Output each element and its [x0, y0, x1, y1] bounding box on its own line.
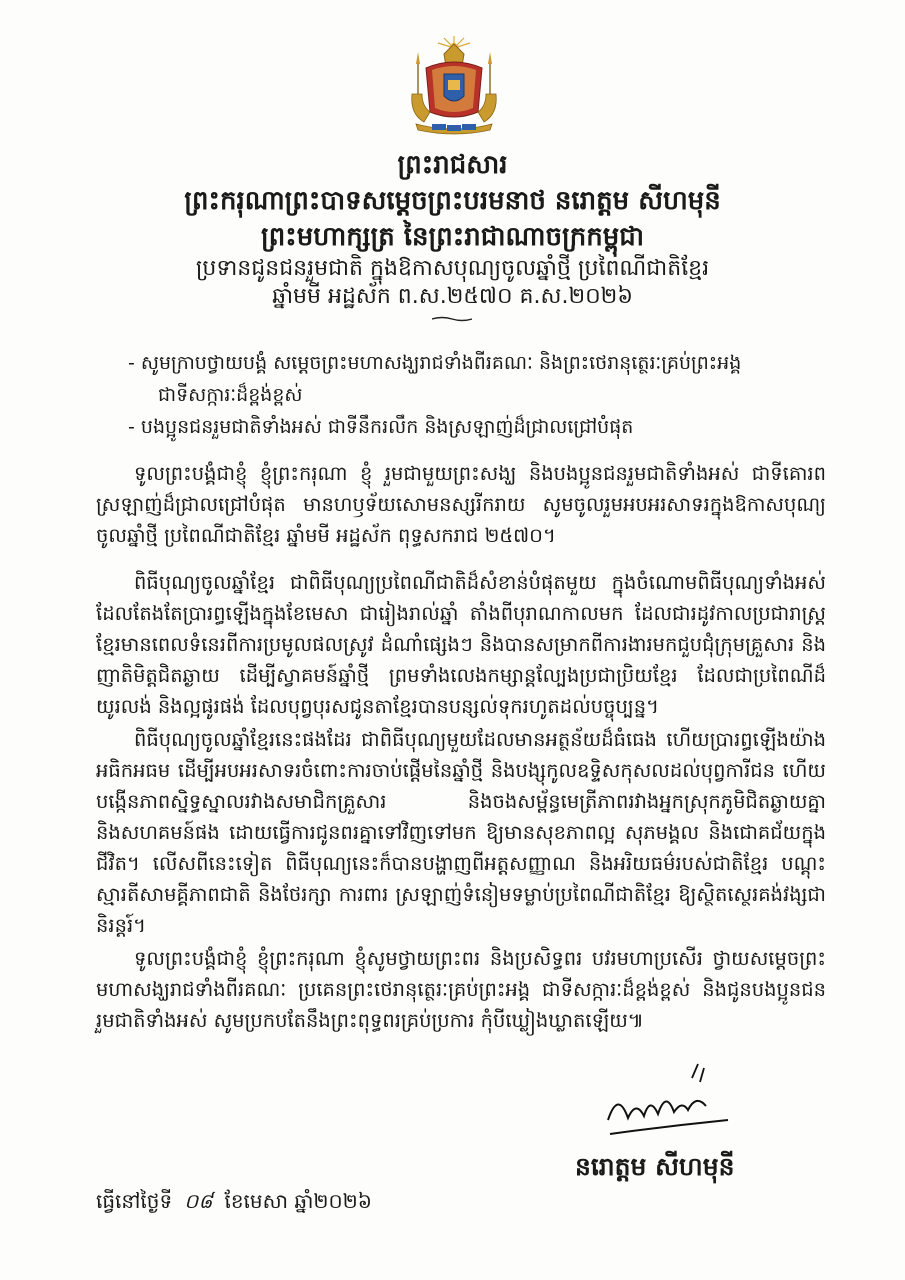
handwritten-signature-icon	[588, 1060, 738, 1142]
signer-name: នរោត្តម សីហមុនី	[575, 1152, 735, 1181]
salutation-monks-cont: ជាទីសក្ការៈដ៏ខ្ពង់ខ្ពស់	[158, 384, 303, 406]
salutation-compatriots: - បងប្អូនជនរួមជាតិទាំងអស់ ជាទីនឹករលឹក និងស្រឡាញ់ដ៏ជ្រាលជ្រៅបំផុត	[128, 416, 634, 438]
date-prefix: ធ្វើនៅថ្ងៃទី	[96, 1189, 173, 1213]
year-subtitle: ឆ្នាំមមី អដ្ឋស័ក ព.ស.២៥៧០ គ.ស.២០២៦	[272, 284, 633, 309]
date-day: ០៨	[184, 1189, 213, 1213]
date-month-year: ខែមេសា ឆ្នាំ២០២៦	[224, 1189, 372, 1213]
salutation-list	[128, 348, 818, 444]
paragraph-greeting: ទូលព្រះបង្គំជាខ្ញុំ ខ្ញុំព្រះករុណា ខ្ញុំ រួមជាមួយព្រះសង្ឃ និងបងប្អូនជនរួមជាតិទាំងអស់ ជាទីគោរពស្រឡាញ់ដ៏ជ្រាលជ្រៅបំផុត មានហឫទ័យសោមនស្សរីករាយ សូមចូលរួមអបអរសាទរក្នុងឱកាសបុណ្យចូលឆ្នាំថ្មី ប្រពៃណីជាតិខ្មែរ ឆ្នាំមមី អដ្ឋស័ក ពុទ្ធសករាជ ២៥៧០។	[96, 462, 826, 547]
king-title: ព្រះករុណាព្រះបាទសម្តេចព្រះបរមនាថ នរោត្តម សីហមុនី	[184, 186, 721, 216]
paragraph-meaning: ពិធីបុណ្យចូលឆ្នាំខ្មែរនេះផងដែរ ជាពិធីបុណ្យមួយដែលមានអត្ថន័យដ៏ធំធេង ហើយប្រារព្ធឡើងយ៉ាងអធិកអធម ដើម្បីអបអរសាទរចំពោះការចាប់ផ្តើមនៃឆ្នាំថ្មី និងបង្សុកូលឧទ្ទិសកុសលដល់បុព្វការីជន ហើយបង្កើនភាពស្និទ្ធស្នាលរវាងសមាជិកគ្រួសារ និងចងសម្ព័ន្ធមេត្រីភាពរវាងអ្នកស្រុកភូមិជិតឆ្ងាយគ្នា និងសហគមន៍ផង ដោយធ្វើការជូនពរគ្នាទៅវិញទៅមក ឱ្យមានសុខភាពល្អ សុភមង្គល និងជោគជ័យក្នុងជីវិត។ លើសពីនេះទៀត ពិធីបុណ្យនេះក៏បានបង្ហាញពីអត្តសញ្ញាណ និងអរិយធម៌របស់ជាតិខ្មែរ បណ្តុះស្មារតីសាមគ្គីភាពជាតិ និងថែរក្សា ការពារ ស្រឡាញ់ទំនៀមទម្លាប់ប្រពៃណីជាតិខ្មែរ ឱ្យស្ថិតស្ថេរគង់វង្សជានិរន្តរ៍។	[96, 728, 826, 937]
salutation-monks: - សូមក្រាបថ្វាយបង្គំ សម្តេចព្រះមហាសង្ឃរាជទាំងពីរគណៈ និងព្រះថេរានុត្ថេរៈគ្រប់ព្រះអង្គ	[128, 352, 742, 374]
paragraph-blessing: ទូលព្រះបង្គំជាខ្ញុំ ខ្ញុំព្រះករុណា ខ្ញុំសូមថ្វាយព្រះពរ និងប្រសិទ្ធពរ បវរមហាប្រសើរ ថ្វាយសម្តេចព្រះមហាសង្ឃរាជទាំងពីរគណៈ ប្រគេនព្រះថេរានុត្ថេរៈគ្រប់ព្រះអង្គ ជាទីសក្ការៈដ៏ខ្ពង់ខ្ពស់ និងជូនបងប្អូនជនរួមជាតិទាំងអស់ សូមប្រកបតែនឹងព្រះពុទ្ធពរគ្រប់ប្រការ កុំបីឃ្លៀងឃ្លាតឡើយ៕	[96, 947, 826, 1032]
date-line	[96, 1186, 696, 1216]
kingdom-title: ព្រះមហាក្សត្រ នៃព្រះរាជាណាចក្រកម្ពុជា	[261, 222, 644, 252]
document-title: ព្រះរាជសារ	[397, 150, 508, 180]
occasion-subtitle: ប្រទានជូនជនរួមជាតិ ក្នុងឱកាសបុណ្យចូលឆ្នាំថ្មី ប្រពៃណីជាតិខ្មែរ	[195, 256, 710, 281]
paragraph-tradition: ពិធីបុណ្យចូលឆ្នាំខ្មែរ ជាពិធីបុណ្យប្រពៃណីជាតិដ៏សំខាន់បំផុតមួយ ក្នុងចំណោមពិធីបុណ្យទាំងអស់ ដែលតែងតែប្រារព្ធឡើងក្នុងខែមេសា ជារៀងរាល់ឆ្នាំ តាំងពីបុរាណកាលមក ដែលជារដូវកាលប្រជារាស្ត្រខ្មែរមានពេលទំនេរពីការប្រមូលផលស្រូវ ដំណាំផ្សេងៗ និងបានសម្រាកពីការងារមកជួបជុំក្រុមគ្រួសារ និងញាតិមិត្តជិតឆ្ងាយ ដើម្បីស្វាគមន៍ឆ្នាំថ្មី ព្រមទាំងលេងកម្សាន្តល្បែងប្រជាប្រិយខ្មែរ ដែលជាប្រពៃណីដ៏យូរលង់ និងល្អផូរផង់ ដែលបុព្វបុរសជូនតាខ្មែរបានបន្សល់ទុករហូតដល់បច្ចុប្បន្ន។	[96, 571, 826, 718]
divider-ornament-icon	[432, 316, 472, 322]
royal-coat-of-arms-icon	[398, 34, 510, 136]
